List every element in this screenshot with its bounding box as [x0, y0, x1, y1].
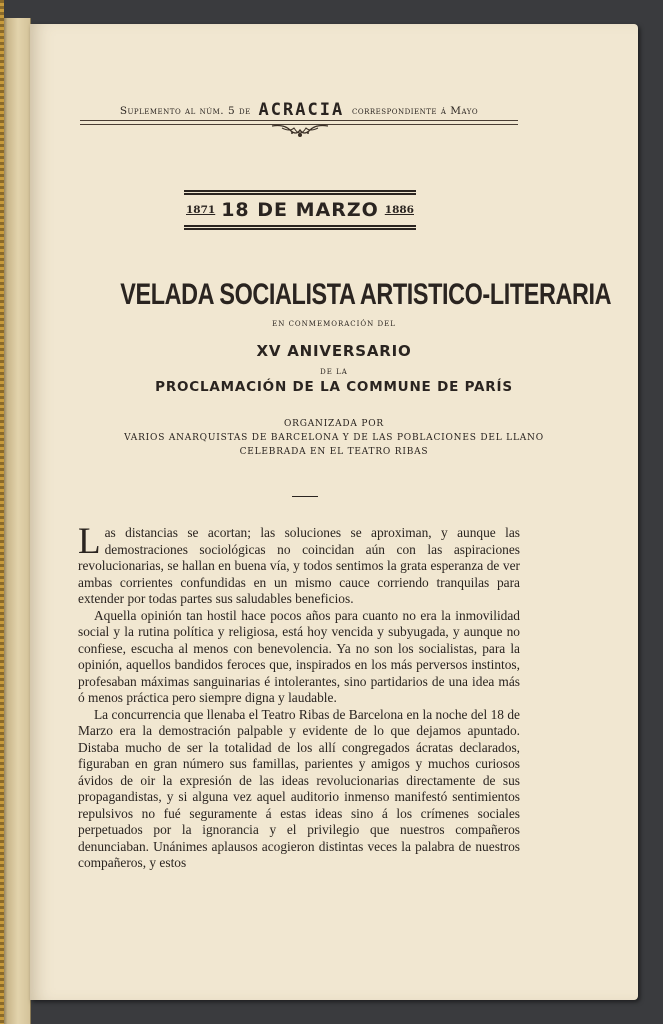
article-body: [78, 521, 520, 872]
header-right-text: correspondiente á Mayo: [352, 105, 479, 117]
paragraph-1: Las distancias se acortan; las soluciones se aproximan, y aunque las demostraciones sociológicas no coincidan aún con las aspiraciones revolucionarias, se hallan en buena vía, y todos sentimos la grata esperanza de ver ambas corrientes confundidas en un mismo cauce corriendo tranquilas para extender por todas partes sus saludables beneficios.: [78, 521, 520, 606]
anniversary-heading: XV ANIVERSARIO: [256, 342, 412, 360]
journal-name: ACRACIA: [258, 100, 345, 120]
date-banner: [184, 190, 416, 230]
de-la-label: DE LA: [320, 368, 348, 376]
commune-date: 18 DE MARZO: [221, 199, 379, 221]
book-spine: [0, 18, 31, 1024]
year-start: 1871: [186, 204, 216, 216]
paragraph-2: Aquella opinión tan hostil hace pocos años para cuanto no era la inmovilidad social y la rutina política y religiosa, está hoy vencida y subyugada, y aunque no confiese, escucha al menos con benevolencia. Ya no son los socialistas, para la opinión, aquellos bandidos feroces que, inspirados en los más perversos instintos, profesaban máximas sanguinarias é intolerantes, sino partidarios de una idea más ó menos práctica pero siempre digna y laudable.: [78, 607, 520, 705]
binding-edge: [0, 0, 4, 1024]
year-end: 1886: [384, 204, 414, 216]
page-title: VELADA SOCIALISTA ARTISTICO-LITERARIA: [120, 278, 612, 311]
supplement-header: [80, 100, 518, 120]
proclamation-heading: PROCLAMACIÓN DE LA COMMUNE DE PARÍS: [155, 379, 513, 395]
commemoration-label: EN CONMEMORACIÓN DEL: [272, 320, 396, 328]
header-left-text: Suplemento al núm. 5 de: [119, 105, 251, 117]
paragraph-3: La concurrencia que llenaba el Teatro Ribas de Barcelona en la noche del 18 de Marzo era la demostración palpable y evidente de lo que dejamos apuntado. Distaba mucho de ser la totalidad de los allí congregados ácratas declarados, figuraban en gran número sus famillas, parientes y amigos y muchos curiosos ávidos de oir la expresión de las ideas revolucionarias directamente de sus propagandistas, y si alguna vez aquel auditorio inmenso manifestó sentimientos repulsivos no fué seguramente á estas ideas sino á los crímenes sociales perpetuados por la ignorancia y el privilegio que nuestros compañeros denunciaban. Unánimes aplausos acogieron distintas veces la palabra de nuestros compañeros, y estos: [78, 706, 520, 870]
document-page: [30, 24, 638, 1000]
ornament-icon: [268, 122, 332, 140]
organizers-line: VARIOS ANARQUISTAS DE BARCELONA Y DE LAS POBLACIONES DEL LLANO: [124, 433, 544, 443]
organized-by-label: ORGANIZADA POR: [283, 419, 384, 429]
venue-line: CELEBRADA EN EL TEATRO RIBAS: [239, 447, 429, 457]
section-divider: [292, 496, 318, 497]
drop-cap: L: [78, 521, 101, 562]
